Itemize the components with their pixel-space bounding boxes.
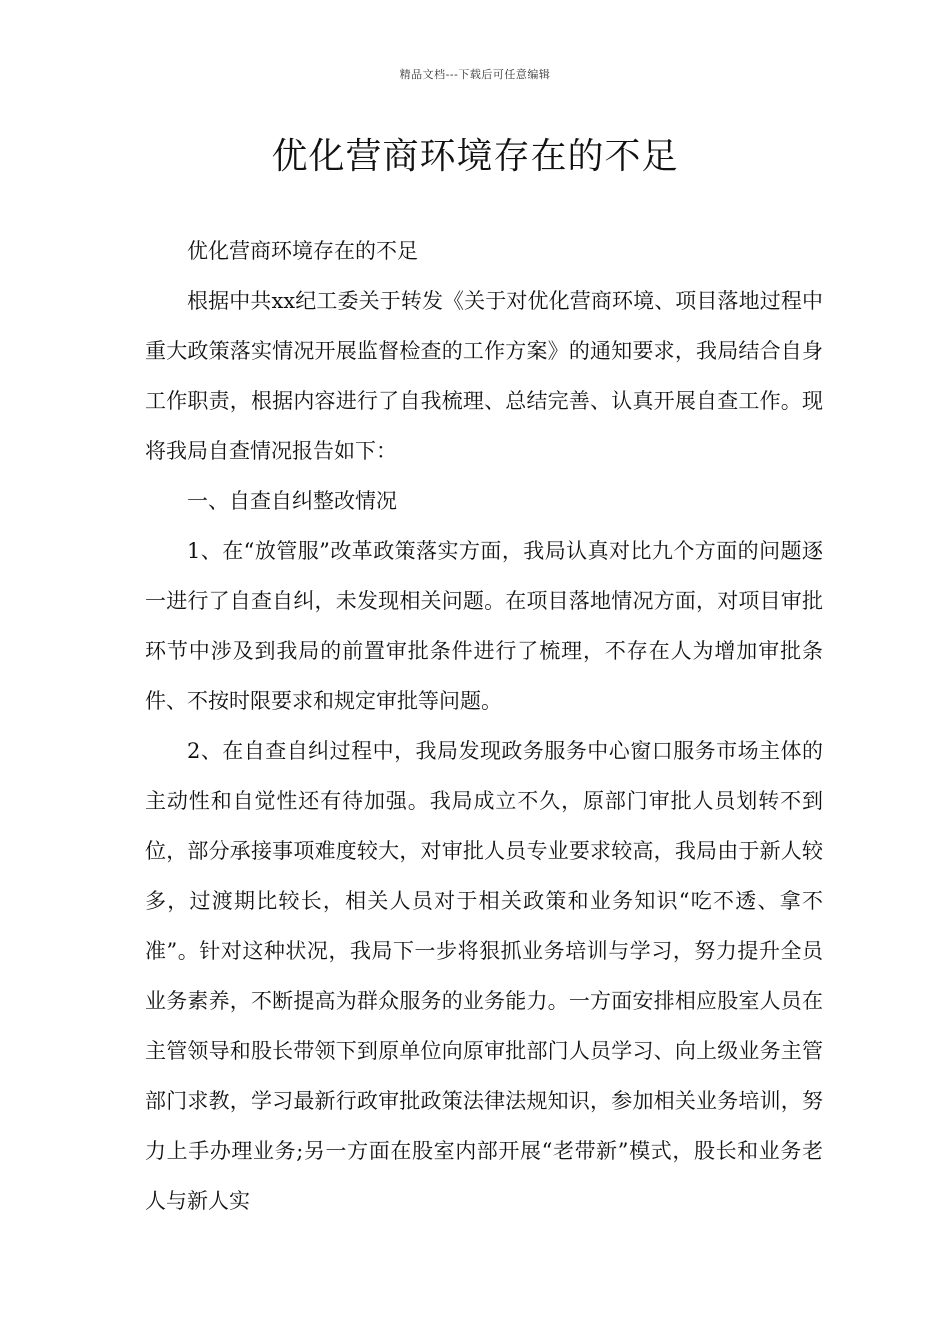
- paragraph-item-1: 1、在“放管服”改革政策落实方面，我局认真对比九个方面的问题逐一进行了自查自纠，未发现相关问题。在项目落地情况方面，对项目审批环节中涉及到我局的前置审批条件进行了梳理，不存在人为增加审批条件、不按时限要求和规定审批等问题。: [145, 539, 823, 713]
- header-note: 精品文档---下载后可任意编辑: [399, 68, 551, 81]
- paragraph-item-2: 2、在自查自纠过程中，我局发现政务服务中心窗口服务市场主体的主动性和自觉性还有待加强。我局成立不久，原部门审批人员划转不到位，部分承接事项难度较大，对审批人员专业要求较高，我局由于新人较多，过渡期比较长，相关人员对于相关政策和业务知识“吃不透、拿不准”。针对这种状况，我局下一步将狠抓业务培训与学习，努力提升全员业务素养，不断提高为群众服务的业务能力。一方面安排相应股室人员在主管领导和股长带领下到原单位向原审批部门人员学习、向上级业务主管部门求教，学习最新行政审批政策法律法规知识，参加相关业务培训，努力上手办理业务;另一方面在股室内部开展“老带新”模式，股长和业务老人与新人实: [145, 739, 823, 1213]
- document-title: 优化营商环境存在的不足: [271, 136, 679, 177]
- section-heading: 一、自查自纠整改情况: [187, 489, 397, 513]
- paragraph-subtitle: 优化营商环境存在的不足: [187, 239, 418, 263]
- document-body: [145, 226, 823, 1226]
- paragraph-intro: 根据中共xx纪工委关于转发《关于对优化营商环境、项目落地过程中重大政策落实情况开展监督检查的工作方案》的通知要求，我局结合自身工作职责，根据内容进行了自我梳理、总结完善、认真开展自查工作。现将我局自查情况报告如下：: [145, 289, 823, 463]
